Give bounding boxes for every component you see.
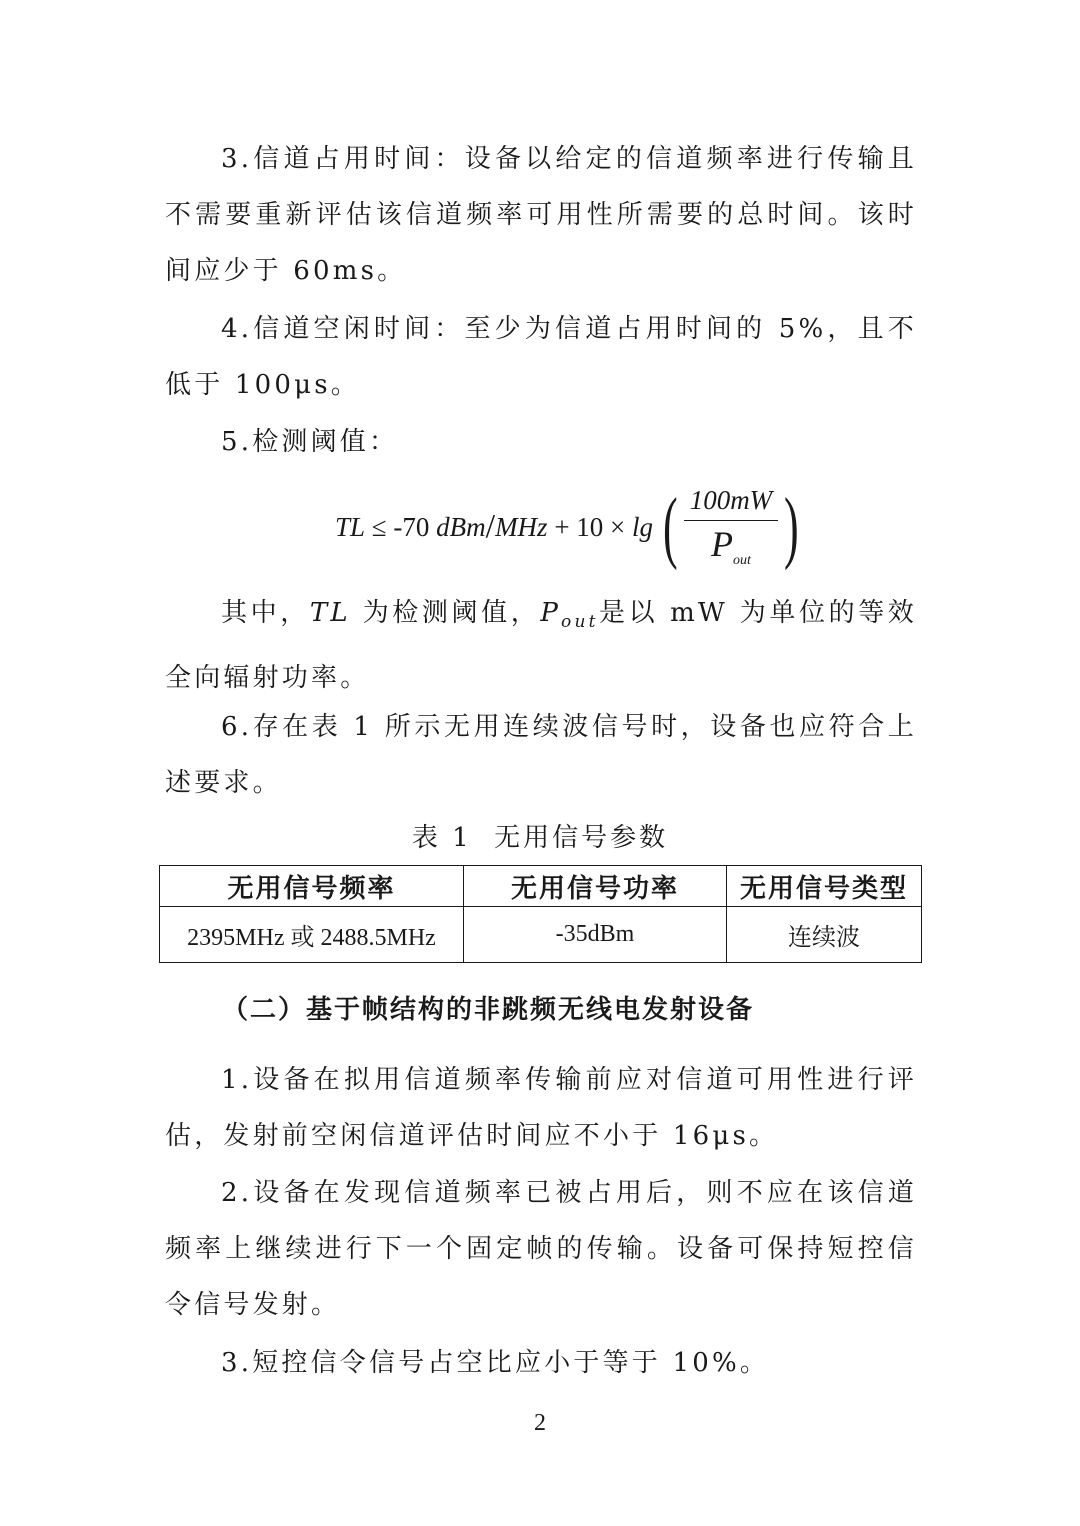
table-header-row: [160, 866, 922, 907]
table-row: [160, 907, 922, 963]
table-header-power: 无用信号功率: [464, 866, 727, 907]
table-cell-frequency: 2395MHz 或 2488.5MHz: [160, 907, 464, 963]
paragraph-formula-explanation: [165, 585, 917, 706]
page-number: 2: [534, 1410, 546, 1436]
explanation-text-a: 其中，: [221, 598, 310, 628]
explanation-text-b: 为检测阈值，: [350, 598, 541, 628]
unwanted-signal-table: [159, 865, 922, 963]
paragraph-section-item-3: 3.短控信令信号占空比应小于等于 10%。: [221, 1348, 770, 1378]
paragraph-section-item-1: 1.设备在拟用信道频率传输前应对信道可用性进行评估，发射前空闲信道评估时间应不小于 16μs。: [165, 1065, 917, 1151]
formula-denominator-p: P: [710, 523, 733, 564]
table-cell-power: -35dBm: [464, 907, 727, 963]
formula-unit-dbm: dBm: [436, 511, 486, 542]
section-heading: （二）基于帧结构的非跳频无线电发射设备: [222, 995, 755, 1025]
threshold-formula: [335, 482, 805, 572]
paragraph-channel-occupancy-time: 3.信道占用时间：设备以给定的信道频率进行传输且不需要重新评估该信道频率可用性所需要的总时间。该时间应少于 60ms。: [165, 144, 917, 286]
explanation-tl: TL: [309, 598, 351, 628]
explanation-p: P: [540, 598, 562, 628]
table-header-type: 无用信号类型: [727, 866, 922, 907]
paragraph-section-item-2: 2.设备在发现信道频率已被占用后，则不应在该信道频率上继续进行下一个固定帧的传输。设备可保持短控信令信号发射。: [165, 1178, 917, 1320]
left-paren-icon: (: [663, 483, 678, 571]
formula-denominator-sub: out: [732, 553, 751, 569]
formula-slash: /: [485, 508, 496, 545]
explanation-p-sub: out: [561, 612, 599, 633]
paragraph-detection-threshold: 5.检测阈值：: [221, 427, 399, 457]
formula-operator: ≤ -70: [365, 511, 437, 542]
explanation-text-c: 是以 mW 为单位的等效全向辐射功率。: [165, 598, 917, 694]
formula-denominator: [711, 521, 751, 569]
formula-fraction: [684, 485, 779, 569]
paragraph-unwanted-signal: 6.存在表 1 所示无用连续波信号时，设备也应符合上述要求。: [165, 712, 917, 798]
table-header-frequency: 无用信号频率: [160, 866, 464, 907]
formula-lg: lg: [632, 511, 654, 542]
formula-fraction-group: [657, 485, 805, 569]
table-caption: 表 1 无用信号参数: [411, 823, 669, 853]
formula-plus: + 10 ×: [547, 511, 633, 542]
right-paren-icon: ): [784, 483, 799, 571]
formula-lhs: TL: [335, 511, 366, 542]
table-cell-type: 连续波: [727, 907, 922, 963]
paragraph-channel-idle-time: 4.信道空闲时间：至少为信道占用时间的 5%，且不低于 100μs。: [165, 314, 917, 400]
formula-numerator: 100mW: [684, 485, 779, 521]
formula-unit-mhz: MHz: [495, 511, 548, 542]
